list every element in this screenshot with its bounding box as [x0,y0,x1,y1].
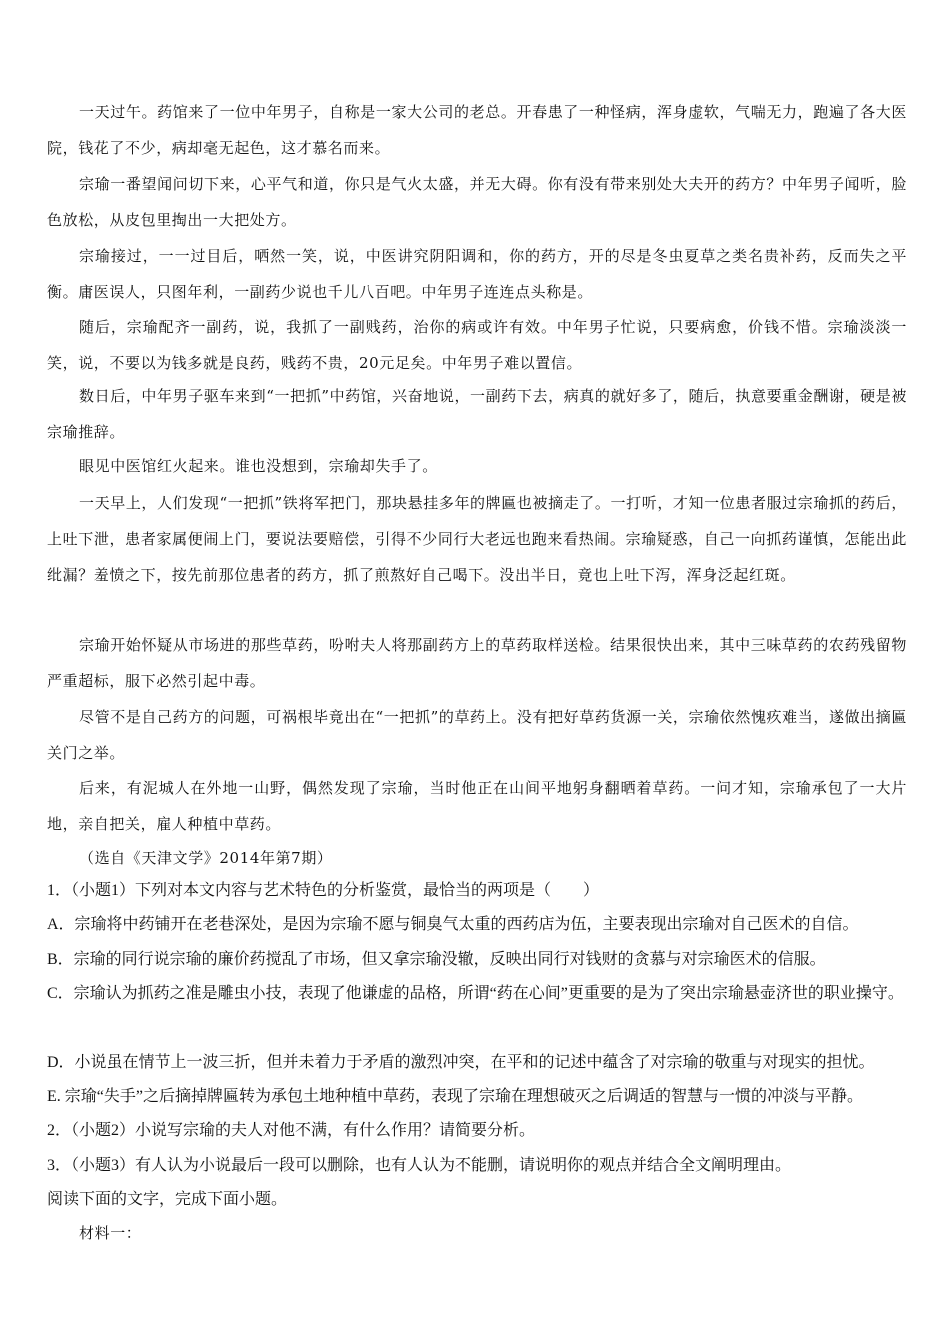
story-paragraph-2: 宗瑜一番望闻问切下来，心平气和道，你只是气火太盛，并无大碍。你有没有带来别处大夫开的药方？中年男子闻听，脸色放松，从皮包里掏出一大把处方。 [47,175,907,229]
option-c: C．宗瑜认为抓药之准是雕虫小技，表现了他谦虚的品格，所谓“药在心间”更重要的是为了突出宗瑜悬壶济世的职业操守。 [47,985,904,1002]
story-paragraph-9: 尽管不是自己药方的问题，可祸根毕竟出在“一把抓”的草药上。没有把好草药货源一关，宗瑜依然愧疚难当，遂做出摘匾关门之举。 [47,708,907,762]
story-paragraph-10: 后来，有泥城人在外地一山野，偶然发现了宗瑜，当时他正在山间平地躬身翻晒着草药。一问才知，宗瑜承包了一大片地，亲自把关，雇人种植中草药。 [47,779,907,833]
option-a: A．宗瑜将中药铺开在老巷深处，是因为宗瑜不愿与铜臭气太重的西药店为伍，主要表现出宗瑜对自己医术的自信。 [47,916,859,933]
option-d: D．小说虽在情节上一波三折，但并未着力于矛盾的激烈冲突，在平和的记述中蕴含了对宗瑜的敬重与对现实的担忧。 [47,1054,875,1071]
material-label: 材料一： [79,1224,142,1242]
story-paragraph-8: 宗瑜开始怀疑从市场进的那些草药，吩咐夫人将那副药方上的草药取样送检。结果很快出来，其中三味草药的农药残留物严重超标，服下必然引起中毒。 [47,636,907,690]
story-paragraph-3: 宗瑜接过，一一过目后，哂然一笑，说，中医讲究阴阳调和，你的药方，开的尽是冬虫夏草之类名贵补药，反而失之平衡。庸医误人，只图年利，一副药少说也千儿八百吧。中年男子连连点头称是。 [47,247,907,301]
story-source: （选自《天津文学》2014年第7期） [79,849,333,867]
question-3: 3．（小题3）有人认为小说最后一段可以删除，也有人认为不能删，请说明你的观点并结合全文阐明理由。 [47,1157,792,1174]
story-paragraph-4: 随后，宗瑜配齐一副药，说，我抓了一副贱药，治你的病或许有效。中年男子忙说，只要病愈，价钱不惜。宗瑜淡淡一笑，说，不要以为钱多就是良药，贱药不贵，20元足矣。中年男子难以置信。 [47,318,907,372]
story-paragraph-5: 数日后，中年男子驱车来到“一把抓”中药馆，兴奋地说，一副药下去，病真的就好多了，随后，执意要重金酬谢，硬是被宗瑜推辞。 [47,387,907,441]
story-paragraph-7: 一天早上，人们发现“一把抓”铁将军把门，那块悬挂多年的牌匾也被摘走了。一打听，才知一位患者服过宗瑜抓的药后，上吐下泄，患者家属便闹上门，要说法要赔偿，引得不少同行大老远也跑来看热闹。宗瑜疑惑，自己一向抓药谨慎，怎能出此纰漏？羞愤之下，按先前那位患者的药方，抓了煎熬好自己喝下。没出半日，竟也上吐下泻，浑身泛起红斑。 [47,494,907,584]
option-e: E. 宗瑜“失手”之后摘掉牌匾转为承包土地种植中草药，表现了宗瑜在理想破灭之后调适的智慧与一惯的冲淡与平静。 [47,1088,863,1105]
question-2: 2．（小题2）小说写宗瑜的夫人对他不满，有什么作用？请简要分析。 [47,1122,536,1139]
question-1: 1．（小题1）下列对本文内容与艺术特色的分析鉴赏，最恰当的两项是（ ） [47,882,600,899]
reading-instruction: 阅读下面的文字，完成下面小题。 [47,1191,288,1208]
option-b: B．宗瑜的同行说宗瑜的廉价药搅乱了市场，但又拿宗瑜没辙，反映出同行对钱财的贪慕与对宗瑜医术的信服。 [47,951,826,968]
story-paragraph-6: 眼见中医馆红火起来。谁也没想到，宗瑜却失手了。 [79,457,438,475]
story-paragraph-1: 一天过午。药馆来了一位中年男子，自称是一家大公司的老总。开春患了一种怪病，浑身虚软，气喘无力，跑遍了各大医院，钱花了不少，病却毫无起色，这才慕名而来。 [47,103,907,157]
